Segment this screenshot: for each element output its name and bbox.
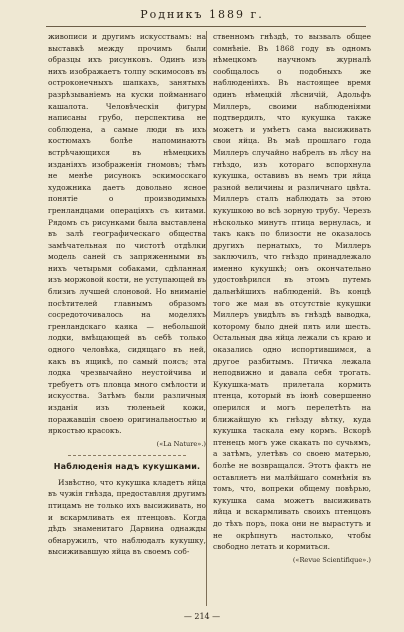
section-heading: Наблюденія надъ кукушками. [53,461,201,471]
article-text: Извѣстно, что кукушка кладетъ яйца въ чужія гнѣзда, предоставляя другимъ птицамъ не только ихъ высиживать, но и вскармливать ея птенцовъ. Когда дѣдъ знаменитаго Дарвина однажды обнаружилъ, что наблюдалъ кукушку, высиживавшую яйца въ своемъ соб- [48,477,206,557]
right-column [213,31,371,565]
article-text: ственномъ гнѣздѣ, то вызвалъ общее сомнѣніе. Въ 1868 году въ одномъ нѣмецкомъ научномъ журналѣ сообщалось о подобныхъ же наблюденіяхъ. Въ настоящее время одинъ нѣмецкій лѣсничій, Адольфъ Миллеръ, своими наблюденіями подтвердилъ, что кукушка также можетъ и умѣетъ сама высиживать свои яйца. Въ маѣ прошлаго года Миллеръ случайно набрелъ въ лѣсу на гнѣздо, изъ котораго вспорхнула кукушка, оставивъ въ немъ три яйца разной величины и различнаго цвѣта. Миллеръ сталъ наблюдать за этою кукушкою во всѣ зорную трубу. Черезъ нѣсколько минутъ птица вернулась, и такъ какъ по близости не оказалось другихъ пернатыхъ, то Миллеръ заключилъ, что гнѣздо принадлежало именно кукушкѣ; онъ окончательно удостовѣрился въ этомъ путемъ дальнѣйшихъ наблюденій. Въ концѣ того же мая въ отсутствіе кукушки Миллеръ увидѣлъ въ гнѣздѣ выводка, которому было дней пять или шесть. Остальныя два яйца лежали съ краю и оказались одно испортившимся, а другое разбитымъ. Птичка лежала неподвижно и давала себя трогать. Кукушка-мать прилетала кормить птенца, который въ іюнѣ совершенно оперился и могъ перелетѣть на ближайшую къ гнѣзду вѣтку, куда кукушка таскала ему кормъ. Вскорѣ птенецъ могъ уже скакать по сучьямъ, а затѣмъ, улетѣвъ со своею матерью, болѣе не возвращался. Этотъ фактъ не оставляетъ ни малѣйшаго сомнѣнія въ томъ, что, вопреки общему повѣрью, кукушка сама можетъ высиживать яйца и вскармливать своихъ птенцовъ до тѣхъ поръ, пока они не вырастутъ и не окрѣпнутъ настолько, чтобы свободно летать и кормиться. [213,32,371,552]
article-text: живописи и другимъ искусствамъ: на выставкѣ между прочимъ были образцы ихъ рисунковъ. Одинъ изъ нихъ изображаетъ толпу эскимосовъ въ остроконечныхъ шапкахъ, занятыхъ разрѣзываніемъ на куски пойманнаго кашалота. Человѣческія фигуры написаны грубо, перспектива не соблюдена, а самые люди въ ихъ костюмахъ болѣе напоминаютъ встрѣчающихся въ нѣмецкихъ изданіяхъ изображенія гномовъ; тѣмъ не менѣе рисунокъ эскимосскаго художника даетъ довольно ясное понятіе о производимыхъ гренландцами операціяхъ съ китами. Рядомъ съ рисунками была выставлена въ залѣ географическаго общества замѣчательная по чистотѣ отдѣлки модель саней съ запряженными въ нихъ четырьмя собаками, сдѣланная изъ моржовой кости, не уступающей въ близиъ лучшей слоновой. Но вниманіе посѣтителей главнымъ образомъ сосредоточивалось на моделяхъ гренландскаго каяка — небольшой лодки, вмѣщающей въ себѣ только одного человѣка, сидящаго въ ней, какъ въ ящикѣ, по самый поясъ; эта лодка чрезвычайно неустойчива и требуетъ отъ пловца много смѣлости и искусства. Затѣмъ были различныя изданія изъ тюленьей кожи, поражавшія своею оригинальностью и яркостью красокъ. [48,32,206,436]
left-column [48,31,206,558]
column-divider [206,31,207,606]
section-separator [68,455,186,456]
page-number: — 214 — [183,612,221,621]
source-citation: («Revue Scientifique».) [292,555,371,564]
page-header: Родникъ 1889 г. [140,8,264,21]
source-citation: («La Nature».) [156,439,206,448]
header-rule [46,26,366,27]
